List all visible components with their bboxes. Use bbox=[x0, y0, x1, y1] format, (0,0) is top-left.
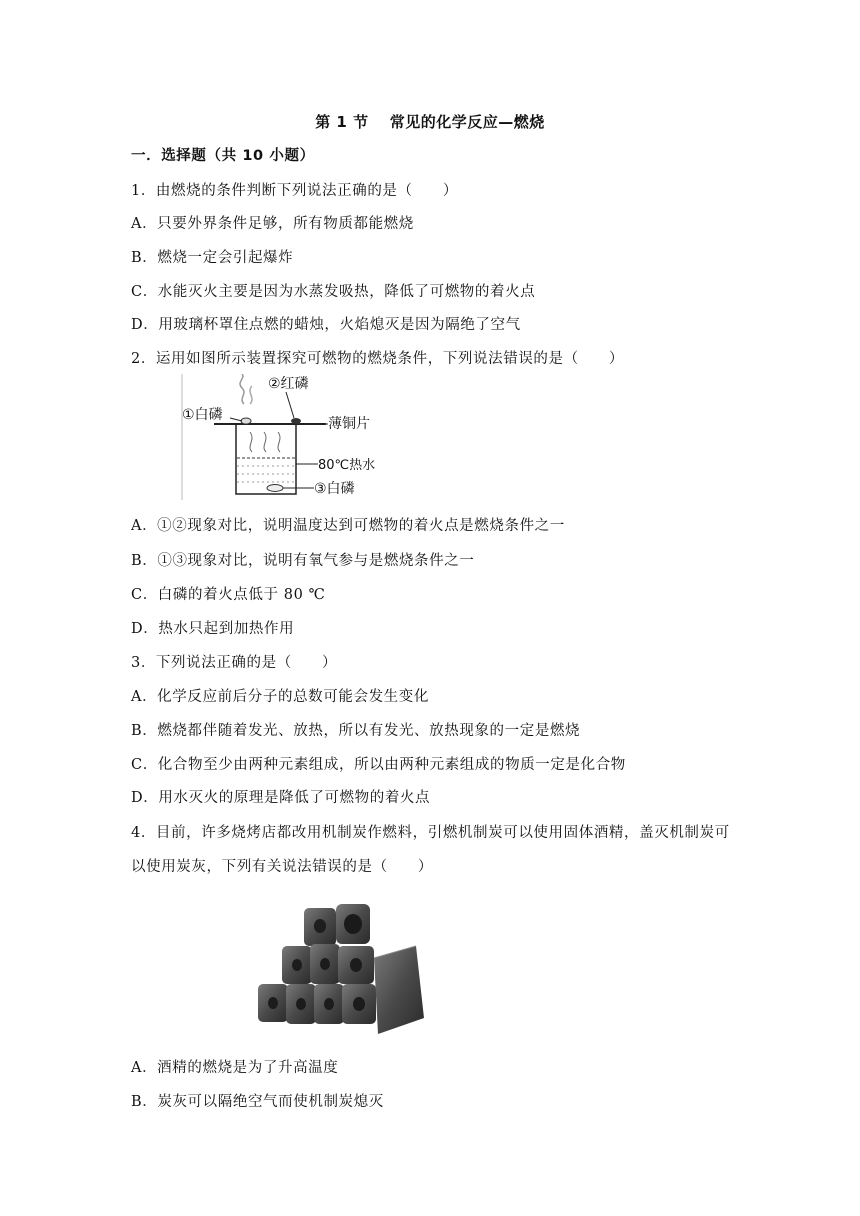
question-3-stem: 3．下列说法正确的是（ ） bbox=[131, 655, 338, 671]
question-4-stem-line-1: 4．目前，许多烧烤店都改用机制炭作燃料，引燃机制炭可以使用固体酒精，盖灭机制炭可 bbox=[131, 825, 730, 841]
page-title: 第 1 节 常见的化学反应—燃烧 bbox=[315, 113, 545, 131]
question-1-stem: 1．由燃烧的条件判断下列说法正确的是（ ） bbox=[131, 183, 458, 199]
question-4-stem-line-2: 以使用炭灰，下列有关说法错误的是（ ） bbox=[131, 859, 433, 875]
question-2-option-c: C．白磷的着火点低于 80 ℃ bbox=[131, 587, 326, 603]
question-2-stem: 2．运用如图所示装置探究可燃物的燃烧条件，下列说法错误的是（ ） bbox=[131, 351, 625, 367]
charcoal-briquettes-image bbox=[256, 888, 426, 1038]
question-3-option-d: D．用水灭火的原理是降低了可燃物的着火点 bbox=[131, 790, 431, 806]
question-2-option-d: D．热水只起到加热作用 bbox=[131, 621, 295, 637]
label-white-phosphorus-top: ①白磷 bbox=[182, 407, 223, 423]
question-1-option-c: C．水能灭火主要是因为水蒸发吸热，降低了可燃物的着火点 bbox=[131, 284, 536, 300]
question-2-option-a: A．①②现象对比，说明温度达到可燃物的着火点是燃烧条件之一 bbox=[131, 518, 565, 534]
label-hot-water: 80℃热水 bbox=[318, 458, 376, 473]
question-2-option-b: B．①③现象对比，说明有氧气参与是燃烧条件之一 bbox=[131, 553, 475, 569]
question-4-option-b: B．炭灰可以隔绝空气而使机制炭熄灭 bbox=[131, 1094, 384, 1110]
question-3-option-b: B．燃烧都伴随着发光、放热，所以有发光、放热现象的一定是燃烧 bbox=[131, 723, 581, 739]
question-3-option-a: A．化学反应前后分子的总数可能会发生变化 bbox=[131, 689, 429, 705]
question-1-option-b: B．燃烧一定会引起爆炸 bbox=[131, 250, 294, 266]
question-1-option-d: D．用玻璃杯罩住点燃的蜡烛，火焰熄灭是因为隔绝了空气 bbox=[131, 317, 521, 333]
label-red-phosphorus: ②红磷 bbox=[268, 376, 309, 392]
combustion-apparatus-diagram bbox=[178, 374, 378, 500]
label-white-phosphorus-water: ③白磷 bbox=[314, 481, 355, 497]
question-3-option-c: C．化合物至少由两种元素组成，所以由两种元素组成的物质一定是化合物 bbox=[131, 757, 626, 773]
question-4-option-a: A．酒精的燃烧是为了升高温度 bbox=[131, 1060, 339, 1076]
section-heading: 一．选择题（共 10 小题） bbox=[131, 148, 315, 164]
question-1-option-a: A．只要外界条件足够，所有物质都能燃烧 bbox=[131, 216, 414, 232]
label-copper-sheet: 薄铜片 bbox=[328, 416, 370, 432]
